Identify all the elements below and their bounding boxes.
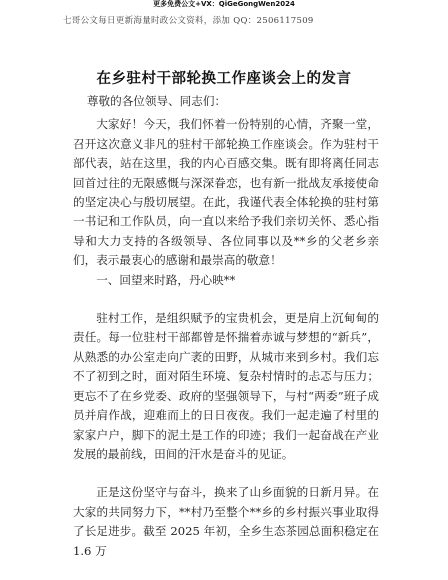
greeting: 尊敬的各位领导、同志们： <box>86 94 227 108</box>
top-banner: 更多免费公文+VX：QiGeGongWen2024 <box>153 0 295 8</box>
header-note: 七哥公文每日更新海量时政公文资料，添加 QQ：2506117509 <box>63 16 314 26</box>
document-body <box>73 92 379 561</box>
paragraph-intro: 大家好！今天，我们怀着一份特别的心情，齐聚一堂，召开这次意义非凡的驻村干部轮换工作座谈会。作为驻村干部代表，站在这里，我的内心百感交集。既有即将离任同志回首过往的无限感慨与深深眷恋，也有新一批战友承接使命的坚定决心与殷切展望。在此，我谨代表全体轮换的驻村第一书记和工作队员，向一直以来给予我们亲切关怀、悉心指导和大力支持的各级领导、各位同事以及**乡的父老乡亲们，表示最衷心的感谢和最崇高的敬意！ <box>73 117 379 268</box>
paragraph-body-1: 驻村工作，是组织赋予的宝贵机会，更是肩上沉甸甸的责任。每一位驻村干部都曾是怀揣着赤诚与梦想的“新兵”，从熟悉的办公室走向广袤的田野，从城市来到乡村。我们忘不了初到之时，面对陌生环境、复杂村情时的忐忑与压力；更忘不了在乡党委、政府的坚强领导下，与村“两委”班子成员并肩作战，迎难而上的日日夜夜。我们一起走遍了村里的家家户户，脚下的泥土是工作的印迹；我们一起奋战在产业发展的最前线，田间的汗水是奋斗的见证。 <box>73 311 379 461</box>
paragraph-body-2: 正是这份坚守与奋斗，换来了山乡面貌的日新月异。在大家的共同努力下，**村乃至整个**乡的乡村振兴事业取得了长足进步。截至 2025 年初，全乡生态茶园总面积稳定在 1.6 万 <box>73 485 379 558</box>
document-title: 在乡驻村干部轮换工作座谈会上的发言 <box>96 70 352 87</box>
section-heading: 一、回望来时路，丹心映** <box>96 272 236 287</box>
